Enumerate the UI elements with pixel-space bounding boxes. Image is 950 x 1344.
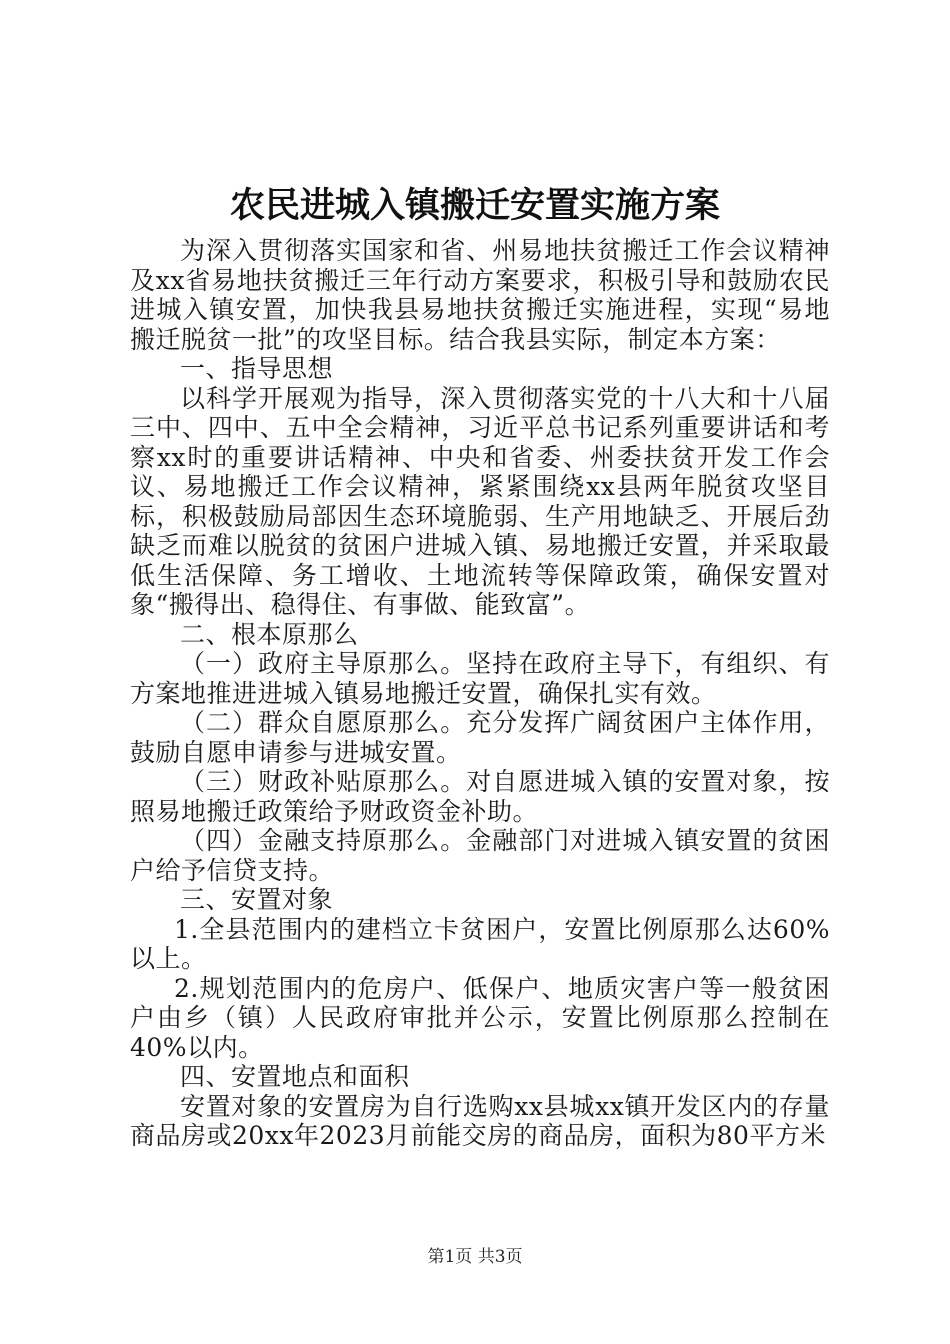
document-title: 农民进城入镇搬迁安置实施方案 bbox=[229, 185, 720, 226]
document-body bbox=[130, 236, 830, 1151]
principle-2-paragraph: （二）群众自愿原那么。充分发挥广阔贫困户主体作用，鼓励自愿申请参与进城安置。 bbox=[130, 708, 830, 767]
guiding-ideology-paragraph: 以科学开展观为指导，深入贯彻落实党的十八大和十八届三中、四中、五中全会精神，习近平总书记系列重要讲话和考察xx时的重要讲话精神、中央和省委、州委扶贫开发工作会议、易地搬迁工作会议精神，紧紧围绕xx县两年脱贫攻坚目标，积极鼓励局部因生态环境脆弱、生产用地缺乏、开展后劲缺乏而难以脱贫的贫困户进城入镇、易地搬迁安置，并采取最低生活保障、务工增收、土地流转等保障政策，确保安置对象“搬得出、稳得住、有事做、能致富”。 bbox=[130, 383, 830, 619]
section-heading-resettlement-targets: 三、安置对象 bbox=[180, 885, 334, 914]
section-heading-basic-principles: 二、根本原那么 bbox=[180, 619, 359, 649]
section-heading-guiding-ideology: 一、指导思想 bbox=[180, 354, 334, 383]
principle-1-paragraph: （一）政府主导原那么。坚持在政府主导下，有组织、有方案地推进进城入镇易地搬迁安置，确保扎实有效。 bbox=[130, 649, 830, 708]
section-heading-location-area: 四、安置地点和面积 bbox=[180, 1062, 410, 1091]
principle-4-paragraph: （四）金融支持原那么。金融部门对进城入镇安置的贫困户给予信贷支持。 bbox=[130, 826, 830, 885]
principle-3-paragraph: （三）财政补贴原那么。对自愿进城入镇的安置对象，按照易地搬迁政策给予财政资金补助。 bbox=[130, 767, 830, 826]
intro-paragraph: 为深入贯彻落实国家和省、州易地扶贫搬迁工作会议精神及xx省易地扶贫搬迁三年行动方案要求，积极引导和鼓励农民进城入镇安置，加快我县易地扶贫搬迁实施进程，实现“易地搬迁脱贫一批”的攻坚目标。结合我县实际，制定本方案： bbox=[130, 236, 830, 354]
location-area-paragraph: 安置对象的安置房为自行选购xx县城xx镇开发区内的存量商品房或20xx年2023月前能交房的商品房，面积为80平方米 bbox=[130, 1091, 830, 1150]
page-number-footer: 第1页 共3页 bbox=[427, 1247, 523, 1267]
target-item-1: 1.全县范围内的建档立卡贫困户，安置比例原那么达60%以上。 bbox=[130, 914, 830, 973]
target-item-2: 2.规划范围内的危房户、低保户、地质灾害户等一般贫困户由乡（镇）人民政府审批并公示，安置比例原那么控制在40%以内。 bbox=[130, 973, 830, 1062]
